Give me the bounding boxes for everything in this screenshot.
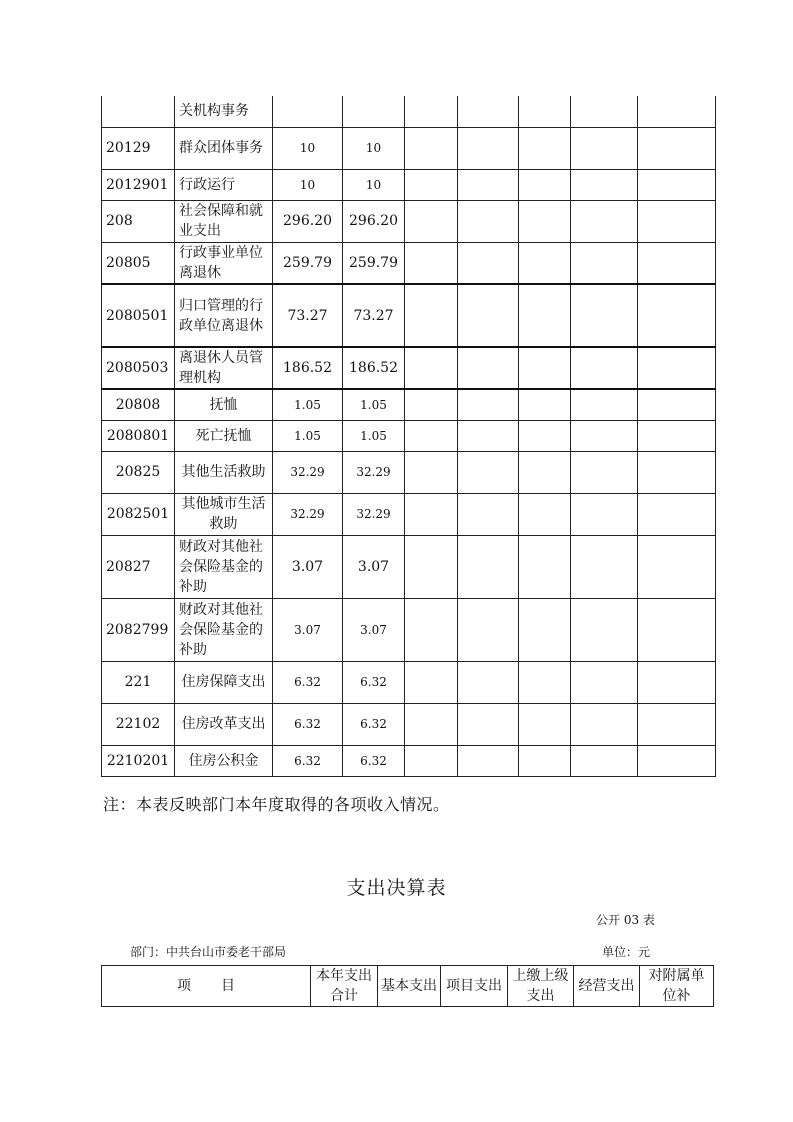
income-table [101, 96, 716, 777]
row-basic: 6.32 [343, 745, 405, 776]
header-project: 项目支出 [441, 966, 508, 1007]
row-total: 6.32 [273, 703, 343, 745]
empty-cell [519, 284, 571, 347]
empty-cell [638, 598, 716, 661]
empty-cell [405, 96, 458, 127]
empty-cell [638, 347, 716, 389]
header-total: 本年支出合计 [311, 966, 378, 1007]
row-total: 186.52 [273, 347, 343, 389]
empty-cell [571, 745, 638, 776]
empty-cell [519, 127, 571, 169]
table-row [102, 535, 716, 598]
empty-cell [519, 703, 571, 745]
empty-cell [519, 389, 571, 420]
empty-cell [405, 661, 458, 703]
empty-cell [458, 242, 519, 284]
row-name: 住房改革支出 [175, 703, 273, 745]
table-row [102, 745, 716, 776]
row-code: 20129 [102, 127, 175, 169]
row-basic: 3.07 [343, 598, 405, 661]
empty-cell [638, 284, 716, 347]
empty-cell [519, 200, 571, 242]
row-total: 32.29 [273, 451, 343, 493]
row-code: 208 [102, 200, 175, 242]
row-code: 22102 [102, 703, 175, 745]
row-name: 群众团体事务 [175, 127, 273, 169]
row-basic: 186.52 [343, 347, 405, 389]
empty-cell [571, 389, 638, 420]
empty-cell [519, 96, 571, 127]
empty-cell [458, 127, 519, 169]
empty-cell [571, 127, 638, 169]
header-business: 经营支出 [574, 966, 640, 1007]
row-code: 20827 [102, 535, 175, 598]
header-item-a: 项 [177, 978, 191, 994]
row-basic: 1.05 [343, 389, 405, 420]
empty-cell [571, 420, 638, 451]
empty-cell [638, 389, 716, 420]
empty-cell [458, 284, 519, 347]
header-item [102, 966, 311, 1007]
empty-cell [638, 242, 716, 284]
row-name: 归口管理的行政单位离退休 [175, 284, 273, 347]
empty-cell [405, 420, 458, 451]
empty-cell [405, 200, 458, 242]
table-row [102, 284, 716, 347]
empty-cell [571, 451, 638, 493]
row-name: 财政对其他社会保险基金的补助 [175, 598, 273, 661]
row-code: 2082501 [102, 493, 175, 535]
table-row [102, 493, 716, 535]
row-code [102, 96, 175, 127]
unit-label: 单位：元 [602, 945, 651, 959]
empty-cell [638, 127, 716, 169]
row-basic [343, 96, 405, 127]
row-basic: 10 [343, 127, 405, 169]
department-label: 部门：中共台山市委老干部局 [130, 945, 287, 959]
empty-cell [571, 347, 638, 389]
empty-cell [458, 389, 519, 420]
row-basic: 6.32 [343, 661, 405, 703]
empty-cell [405, 493, 458, 535]
row-name: 行政事业单位离退休 [175, 242, 273, 284]
table-row [102, 127, 716, 169]
empty-cell [405, 127, 458, 169]
header-upper: 上缴上级支出 [508, 966, 574, 1007]
row-basic: 3.07 [343, 535, 405, 598]
empty-cell [571, 535, 638, 598]
empty-cell [519, 598, 571, 661]
table-row [102, 200, 716, 242]
row-code: 2210201 [102, 745, 175, 776]
row-name: 住房保障支出 [175, 661, 273, 703]
row-total: 1.05 [273, 420, 343, 451]
empty-cell [571, 96, 638, 127]
row-total: 6.32 [273, 745, 343, 776]
empty-cell [638, 420, 716, 451]
row-total: 10 [273, 169, 343, 200]
row-name: 社会保障和就业支出 [175, 200, 273, 242]
row-code: 20808 [102, 389, 175, 420]
empty-cell [638, 745, 716, 776]
empty-cell [638, 493, 716, 535]
table-number: 公开 03 表 [596, 913, 655, 927]
empty-cell [458, 598, 519, 661]
row-total: 1.05 [273, 389, 343, 420]
table-row [102, 598, 716, 661]
empty-cell [405, 451, 458, 493]
row-name: 行政运行 [175, 169, 273, 200]
empty-cell [519, 420, 571, 451]
empty-cell [458, 661, 519, 703]
header-basic: 基本支出 [378, 966, 441, 1007]
empty-cell [458, 745, 519, 776]
row-code: 20825 [102, 451, 175, 493]
row-code: 2012901 [102, 169, 175, 200]
table-row [102, 347, 716, 389]
empty-cell [458, 703, 519, 745]
empty-cell [458, 420, 519, 451]
table-row [102, 389, 716, 420]
row-code: 2082799 [102, 598, 175, 661]
empty-cell [405, 284, 458, 347]
table-row [102, 242, 716, 284]
row-total: 10 [273, 127, 343, 169]
row-total: 259.79 [273, 242, 343, 284]
empty-cell [519, 493, 571, 535]
empty-cell [571, 242, 638, 284]
income-table-body [102, 96, 716, 776]
empty-cell [458, 493, 519, 535]
row-name: 住房公积金 [175, 745, 273, 776]
empty-cell [638, 535, 716, 598]
empty-cell [405, 347, 458, 389]
row-basic: 1.05 [343, 420, 405, 451]
empty-cell [571, 661, 638, 703]
empty-cell [405, 598, 458, 661]
header-item-b: 目 [221, 978, 235, 994]
row-code: 2080501 [102, 284, 175, 347]
empty-cell [405, 535, 458, 598]
empty-cell [458, 96, 519, 127]
row-total: 32.29 [273, 493, 343, 535]
table-note: 注：本表反映部门本年度取得的各项收入情况。 [103, 795, 450, 814]
empty-cell [458, 451, 519, 493]
row-total: 6.32 [273, 661, 343, 703]
empty-cell [405, 389, 458, 420]
row-name: 关机构事务 [175, 96, 273, 127]
row-code: 2080503 [102, 347, 175, 389]
empty-cell [571, 598, 638, 661]
row-basic: 6.32 [343, 703, 405, 745]
row-name: 抚恤 [175, 389, 273, 420]
empty-cell [458, 535, 519, 598]
empty-cell [519, 661, 571, 703]
empty-cell [638, 451, 716, 493]
empty-cell [519, 745, 571, 776]
row-total: 73.27 [273, 284, 343, 347]
row-total: 296.20 [273, 200, 343, 242]
row-name: 财政对其他社会保险基金的补助 [175, 535, 273, 598]
row-basic: 73.27 [343, 284, 405, 347]
empty-cell [638, 169, 716, 200]
row-basic: 296.20 [343, 200, 405, 242]
empty-cell [571, 493, 638, 535]
empty-cell [571, 200, 638, 242]
table-row [102, 420, 716, 451]
empty-cell [458, 200, 519, 242]
empty-cell [519, 535, 571, 598]
empty-cell [571, 703, 638, 745]
row-total: 3.07 [273, 535, 343, 598]
table-row [102, 96, 716, 127]
empty-cell [519, 169, 571, 200]
row-name: 死亡抚恤 [175, 420, 273, 451]
row-code: 2080801 [102, 420, 175, 451]
empty-cell [638, 661, 716, 703]
empty-cell [638, 96, 716, 127]
table-row [102, 661, 716, 703]
expense-table [101, 965, 714, 1007]
empty-cell [458, 347, 519, 389]
empty-cell [571, 169, 638, 200]
empty-cell [458, 169, 519, 200]
row-name: 其他城市生活救助 [175, 493, 273, 535]
page-title: 支出决算表 [346, 877, 447, 899]
header-subsidiary: 对附属单位补 [640, 966, 714, 1007]
empty-cell [571, 284, 638, 347]
row-basic: 32.29 [343, 493, 405, 535]
empty-cell [405, 242, 458, 284]
empty-cell [405, 703, 458, 745]
empty-cell [519, 347, 571, 389]
empty-cell [405, 745, 458, 776]
empty-cell [638, 200, 716, 242]
table-row [102, 703, 716, 745]
empty-cell [638, 703, 716, 745]
row-code: 221 [102, 661, 175, 703]
row-total: 3.07 [273, 598, 343, 661]
empty-cell [519, 451, 571, 493]
empty-cell [519, 242, 571, 284]
table-row [102, 169, 716, 200]
row-name: 离退休人员管理机构 [175, 347, 273, 389]
row-basic: 10 [343, 169, 405, 200]
row-code: 20805 [102, 242, 175, 284]
row-basic: 259.79 [343, 242, 405, 284]
empty-cell [405, 169, 458, 200]
row-basic: 32.29 [343, 451, 405, 493]
row-name: 其他生活救助 [175, 451, 273, 493]
row-total [273, 96, 343, 127]
table-row [102, 451, 716, 493]
expense-header-row [102, 966, 714, 1007]
